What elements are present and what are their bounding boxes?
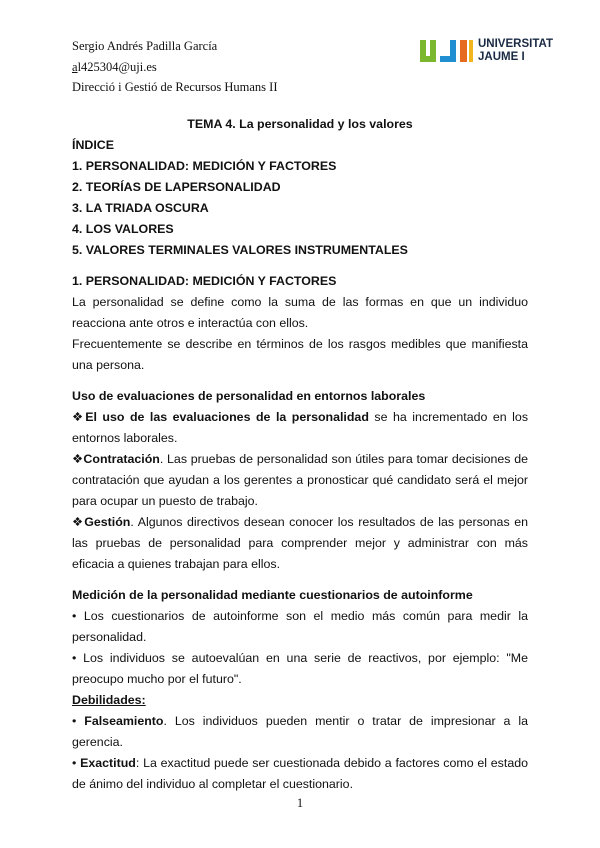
- index-item: 5. VALORES TERMINALES VALORES INSTRUMENTALES: [72, 243, 408, 257]
- bullet-text: . Algunos directivos desean conocer los resultados de las personas en las pruebas de personalidad para comprender mejor y administrar con más eficacia a quienes trabajan para ellos.: [72, 515, 528, 571]
- email-rest: l425304@uji.es: [77, 59, 157, 74]
- bullet-glyph: ❖: [72, 515, 85, 529]
- bullet-item: [72, 512, 528, 575]
- bullet-text: . Las pruebas de personalidad son útiles para tomar decisiones de contratación que ayudan a los gerentes a pronosticar qué candidato será el mejor para ocupar un puesto de trabajo.: [72, 452, 528, 508]
- paragraph: Frecuentemente se describe en términos de los rasgos medibles que manifiesta una persona.: [72, 337, 528, 372]
- bullet-bold: Exactitud: [80, 756, 136, 770]
- page-number: 1: [296, 796, 304, 810]
- logo-letter-i: [460, 40, 467, 62]
- debilidades-heading: Debilidades:: [72, 693, 146, 707]
- logo-text-line1: UNIVERSITAT: [478, 38, 553, 50]
- bullet-bold: El uso de las evaluaciones de la personalidad: [85, 410, 369, 424]
- bullet-bold: Gestión: [84, 515, 131, 529]
- bullet-item: [72, 407, 528, 449]
- bullet-text: : La exactitud puede ser cuestionada debido a factores como el estado de ánimo del individuo al completar el cuestionario.: [72, 756, 528, 791]
- paragraph: La personalidad se define como la suma de las formas en que un individuo reacciona ante otros e interactúa con ellos.: [72, 295, 528, 330]
- bullet-item: [72, 753, 528, 795]
- index-heading: ÍNDICE: [72, 138, 114, 152]
- logo-wordmark: [478, 38, 553, 63]
- bullet-glyph: ❖: [72, 410, 86, 424]
- author-email: [72, 57, 278, 78]
- logo-accent: [469, 40, 473, 62]
- document-header: [72, 36, 278, 98]
- bullet-bold: Falseamiento: [84, 714, 164, 728]
- index-item: 4. LOS VALORES: [72, 222, 174, 236]
- index-item: 2. TEORÍAS DE LAPERSONALIDAD: [72, 180, 281, 194]
- document-title: TEMA 4. La personalidad y los valores: [187, 117, 413, 131]
- bullet-text: . Los individuos pueden mentir o tratar de impresionar a la gerencia.: [72, 714, 528, 749]
- bullet-glyph: ❖: [72, 452, 84, 466]
- email-prefix: a: [72, 59, 78, 74]
- author-name: Sergio Andrés Padilla García: [72, 39, 218, 53]
- logo-letter-j: [440, 40, 456, 62]
- logo-text-line2: JAUME I: [478, 50, 525, 63]
- course-name: Direcció i Gestió de Recursos Humans II: [72, 80, 278, 94]
- bullet-prefix: •: [72, 756, 81, 770]
- subsection-heading: Uso de evaluaciones de personalidad en entornos laborales: [72, 389, 426, 403]
- section-heading: 1. PERSONALIDAD: MEDICIÓN Y FACTORES: [72, 274, 337, 288]
- bullet-item: • Los cuestionarios de autoinforme son el medio más común para medir la personalidad.: [72, 609, 528, 644]
- subsection-heading: Medición de la personalidad mediante cuestionarios de autoinforme: [72, 588, 473, 602]
- bullet-item: [72, 711, 528, 753]
- document-body: [72, 114, 528, 795]
- bullet-item: [72, 449, 528, 512]
- bullet-prefix: •: [72, 714, 85, 728]
- index-item: 1. PERSONALIDAD: MEDICIÓN Y FACTORES: [72, 159, 337, 173]
- bullet-text: se ha incrementado en los entornos laborales.: [72, 410, 529, 445]
- bullet-bold: Contratación: [83, 452, 160, 466]
- index-item: 3. LA TRIADA OSCURA: [72, 201, 209, 215]
- logo-letter-u: [420, 40, 436, 62]
- bullet-item: • Los individuos se autoevalúan en una serie de reactivos, por ejemplo: "Me preocupo mucho por el futuro".: [72, 651, 528, 686]
